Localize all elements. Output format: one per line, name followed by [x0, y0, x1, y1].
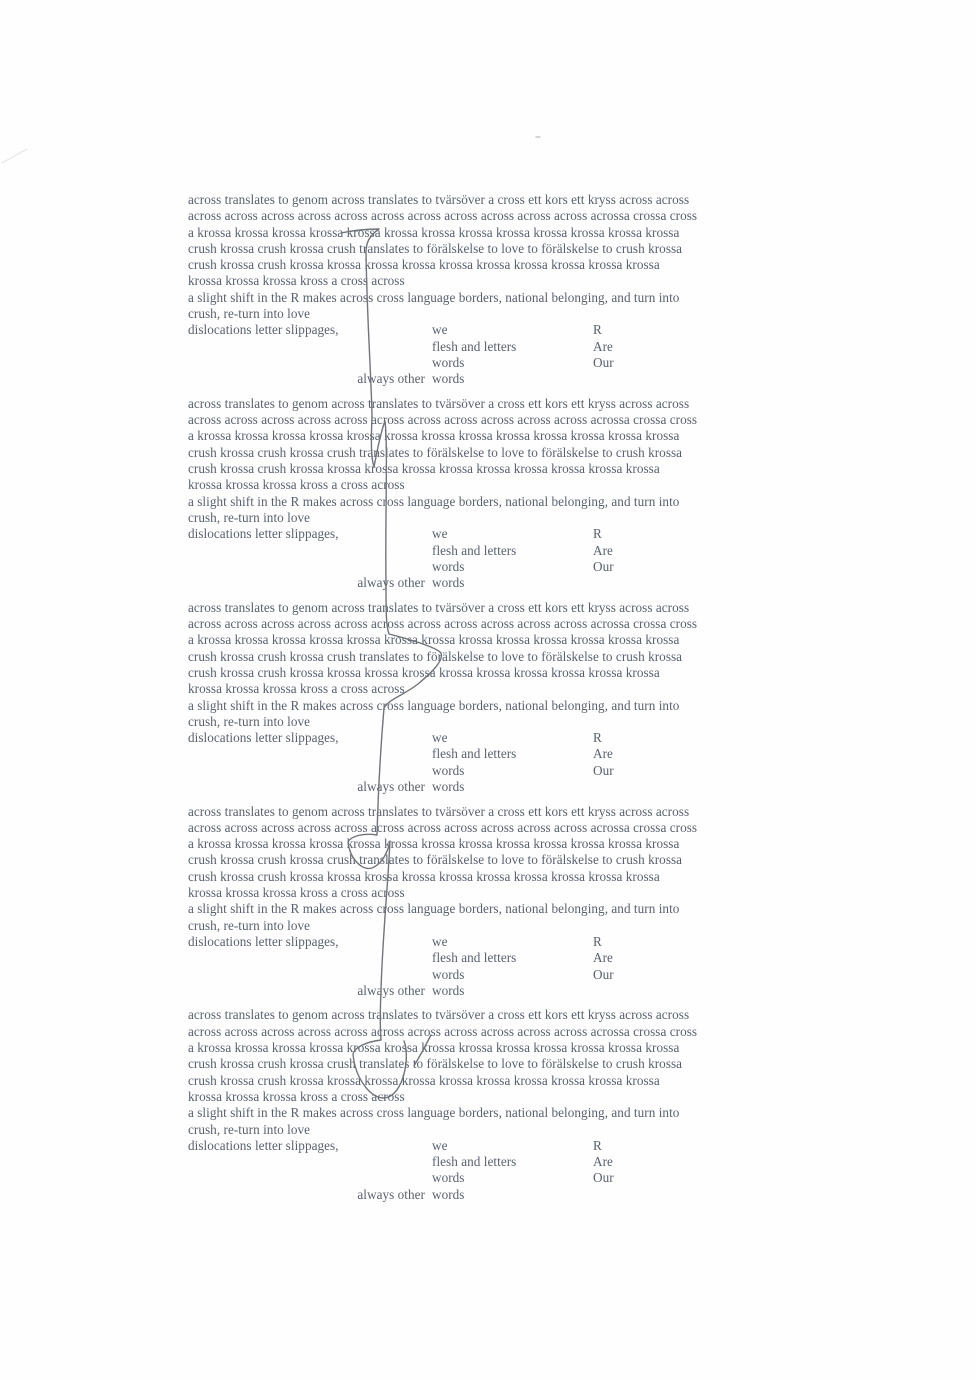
poem-footer-row — [188, 730, 768, 746]
poem-footer-row — [188, 371, 768, 387]
poem-line: crush, re-turn into love — [188, 1121, 311, 1137]
poem-line: crush krossa crush krossa krossa krossa krossa krossa krossa krossa krossa krossa krossa — [188, 461, 660, 477]
poem-line: crush krossa crush krossa krossa krossa krossa krossa krossa krossa krossa krossa krossa — [188, 1072, 660, 1088]
poem-footer-row — [188, 526, 768, 542]
poem-footer-row — [188, 950, 768, 966]
footer-right-cell: R — [593, 730, 602, 746]
footer-right-cell: R — [593, 1137, 602, 1153]
poem-footer-row — [188, 575, 768, 591]
footer-right-cell — [593, 779, 768, 795]
footer-left-cell: always other — [357, 575, 425, 591]
footer-mid-cell: words — [432, 1170, 465, 1186]
poem-line: crush krossa crush krossa crush translates to förälskelse to love to förälskelse to crush krossa — [188, 240, 683, 256]
footer-left-cell: dislocations letter slippages, — [188, 526, 339, 542]
footer-mid-cell: words — [432, 762, 465, 778]
footer-left-cell — [188, 355, 432, 371]
poem-line: across across across across across across across across across across across acrossa crossa cross — [188, 412, 698, 428]
poem-line: krossa krossa krossa kross a cross across — [188, 885, 405, 901]
footer-mid-cell: we — [432, 1137, 448, 1153]
footer-left-cell — [188, 950, 432, 966]
poem-footer-row — [188, 983, 768, 999]
footer-mid-cell: we — [432, 933, 448, 949]
poem-stanza — [188, 804, 768, 1000]
poem-line: krossa krossa krossa kross a cross across — [188, 477, 405, 493]
poem-stanza — [188, 396, 768, 592]
poem-footer-row — [188, 559, 768, 575]
footer-left-cell — [188, 1170, 432, 1186]
footer-mid-cell: we — [432, 526, 448, 542]
poem-footer-row — [188, 322, 768, 338]
poem-footer-row — [188, 1187, 768, 1203]
footer-right-cell: R — [593, 933, 602, 949]
footer-right-cell: Are — [593, 950, 613, 966]
poem-line: across across across across across across across across across across across acrossa crossa cross — [188, 208, 698, 224]
footer-right-cell: Our — [593, 558, 614, 574]
footer-left-cell: dislocations letter slippages, — [188, 730, 339, 746]
footer-right-cell: Our — [593, 966, 614, 982]
footer-left-cell: dislocations letter slippages, — [188, 933, 339, 949]
poem-line: a krossa krossa krossa krossa krossa krossa krossa krossa krossa krossa krossa krossa krossa — [188, 224, 680, 240]
poem-line: krossa krossa krossa kross a cross across — [188, 1088, 405, 1104]
footer-right-cell: Our — [593, 1170, 614, 1186]
poem-line: krossa krossa krossa kross a cross across — [188, 273, 405, 289]
footer-right-cell: Are — [593, 746, 613, 762]
poem-footer-row — [188, 779, 768, 795]
poem-line: crush, re-turn into love — [188, 306, 311, 322]
footer-mid-cell: flesh and letters — [432, 542, 517, 558]
poem-line: across across across across across across across across across across across acrossa crossa cross — [188, 819, 698, 835]
poem-line: a slight shift in the R makes across cross language borders, national belonging, and turn into — [188, 493, 680, 509]
poem-line: crush krossa crush krossa crush translates to förälskelse to love to förälskelse to crush krossa — [188, 648, 683, 664]
poem-footer-row — [188, 355, 768, 371]
poem-stanza — [188, 192, 768, 388]
footer-left-cell — [188, 746, 432, 762]
footer-right-cell: Are — [593, 338, 613, 354]
footer-left-cell — [188, 339, 432, 355]
footer-mid-cell: words — [432, 778, 465, 794]
footer-mid-cell: flesh and letters — [432, 338, 517, 354]
footer-right-cell: Are — [593, 1154, 613, 1170]
footer-right-cell: R — [593, 526, 602, 542]
poem-line: a slight shift in the R makes across cross language borders, national belonging, and turn into — [188, 1105, 680, 1121]
footer-right-cell: Are — [593, 542, 613, 558]
footer-mid-cell: words — [432, 558, 465, 574]
footer-mid-cell: words — [432, 982, 465, 998]
poem-footer-row — [188, 967, 768, 983]
poem-stanza — [188, 600, 768, 796]
poem-line: across across across across across across across across across across across acrossa crossa cross — [188, 616, 698, 632]
poem-line: across across across across across across across across across across across acrossa crossa cross — [188, 1023, 698, 1039]
poem-footer-row — [188, 1154, 768, 1170]
poem-line: crush krossa crush krossa crush translates to förälskelse to love to förälskelse to crush krossa — [188, 852, 683, 868]
footer-left-cell: always other — [357, 982, 425, 998]
faint-scan-mark — [2, 149, 27, 163]
footer-mid-cell: we — [432, 730, 448, 746]
footer-mid-cell: flesh and letters — [432, 950, 517, 966]
poem-line: crush krossa crush krossa crush translates to förälskelse to love to förälskelse to crush krossa — [188, 1056, 683, 1072]
footer-left-cell — [188, 1154, 432, 1170]
poem-line: a slight shift in the R makes across cross language borders, national belonging, and turn into — [188, 901, 680, 917]
poem-footer-row — [188, 763, 768, 779]
footer-left-cell: always other — [357, 778, 425, 794]
poem-stanza — [188, 1007, 768, 1203]
poem-line: across translates to genom across translates to tvärsöver a cross ett kors ett kryss across across — [188, 1007, 690, 1023]
footer-left-cell — [188, 559, 432, 575]
poem-line: a krossa krossa krossa krossa krossa krossa krossa krossa krossa krossa krossa krossa krossa — [188, 1040, 680, 1056]
footer-mid-cell: flesh and letters — [432, 1154, 517, 1170]
poem-line: a krossa krossa krossa krossa krossa krossa krossa krossa krossa krossa krossa krossa krossa — [188, 428, 680, 444]
poem-line: a slight shift in the R makes across cross language borders, national belonging, and turn into — [188, 697, 680, 713]
poem-line: crush, re-turn into love — [188, 713, 311, 729]
poem-footer-row — [188, 339, 768, 355]
footer-mid-cell: words — [432, 354, 465, 370]
poem-line: krossa krossa krossa kross a cross across — [188, 681, 405, 697]
poem-text-block — [188, 192, 768, 1211]
poem-line: crush krossa crush krossa krossa krossa krossa krossa krossa krossa krossa krossa krossa — [188, 257, 660, 273]
poem-footer-row — [188, 543, 768, 559]
poem-line: a krossa krossa krossa krossa krossa krossa krossa krossa krossa krossa krossa krossa krossa — [188, 836, 680, 852]
footer-left-cell: always other — [357, 1186, 425, 1202]
footer-left-cell: dislocations letter slippages, — [188, 1137, 339, 1153]
footer-right-cell — [593, 983, 768, 999]
poem-line: across translates to genom across translates to tvärsöver a cross ett kors ett kryss across across — [188, 395, 690, 411]
poem-line: a slight shift in the R makes across cross language borders, national belonging, and turn into — [188, 289, 680, 305]
footer-mid-cell: words — [432, 1186, 465, 1202]
poem-line: crush, re-turn into love — [188, 917, 311, 933]
poem-line: crush krossa crush krossa krossa krossa krossa krossa krossa krossa krossa krossa krossa — [188, 664, 660, 680]
footer-left-cell — [188, 763, 432, 779]
footer-left-cell: dislocations letter slippages, — [188, 322, 339, 338]
footer-left-cell — [188, 543, 432, 559]
footer-mid-cell: words — [432, 575, 465, 591]
footer-right-cell: Our — [593, 762, 614, 778]
poem-footer-row — [188, 746, 768, 762]
footer-left-cell — [188, 967, 432, 983]
poem-footer-row — [188, 934, 768, 950]
footer-mid-cell: words — [432, 371, 465, 387]
footer-right-cell — [593, 575, 768, 591]
poem-line: across translates to genom across translates to tvärsöver a cross ett kors ett kryss across across — [188, 192, 690, 207]
footer-left-cell: always other — [357, 371, 425, 387]
poem-line: crush krossa crush krossa krossa krossa krossa krossa krossa krossa krossa krossa krossa — [188, 868, 660, 884]
footer-mid-cell: flesh and letters — [432, 746, 517, 762]
poem-line: across translates to genom across translates to tvärsöver a cross ett kors ett kryss across across — [188, 803, 690, 819]
poem-line: crush krossa crush krossa crush translates to förälskelse to love to förälskelse to crush krossa — [188, 444, 683, 460]
poem-line: crush, re-turn into love — [188, 509, 311, 525]
footer-right-cell: R — [593, 322, 602, 338]
footer-right-cell — [593, 1187, 768, 1203]
footer-mid-cell: we — [432, 322, 448, 338]
footer-right-cell — [593, 371, 768, 387]
poem-line: across translates to genom across translates to tvärsöver a cross ett kors ett kryss across across — [188, 599, 690, 615]
footer-mid-cell: words — [432, 966, 465, 982]
footer-right-cell: Our — [593, 354, 614, 370]
poem-footer-row — [188, 1138, 768, 1154]
poem-footer-row — [188, 1170, 768, 1186]
poem-line: a krossa krossa krossa krossa krossa krossa krossa krossa krossa krossa krossa krossa krossa — [188, 632, 680, 648]
